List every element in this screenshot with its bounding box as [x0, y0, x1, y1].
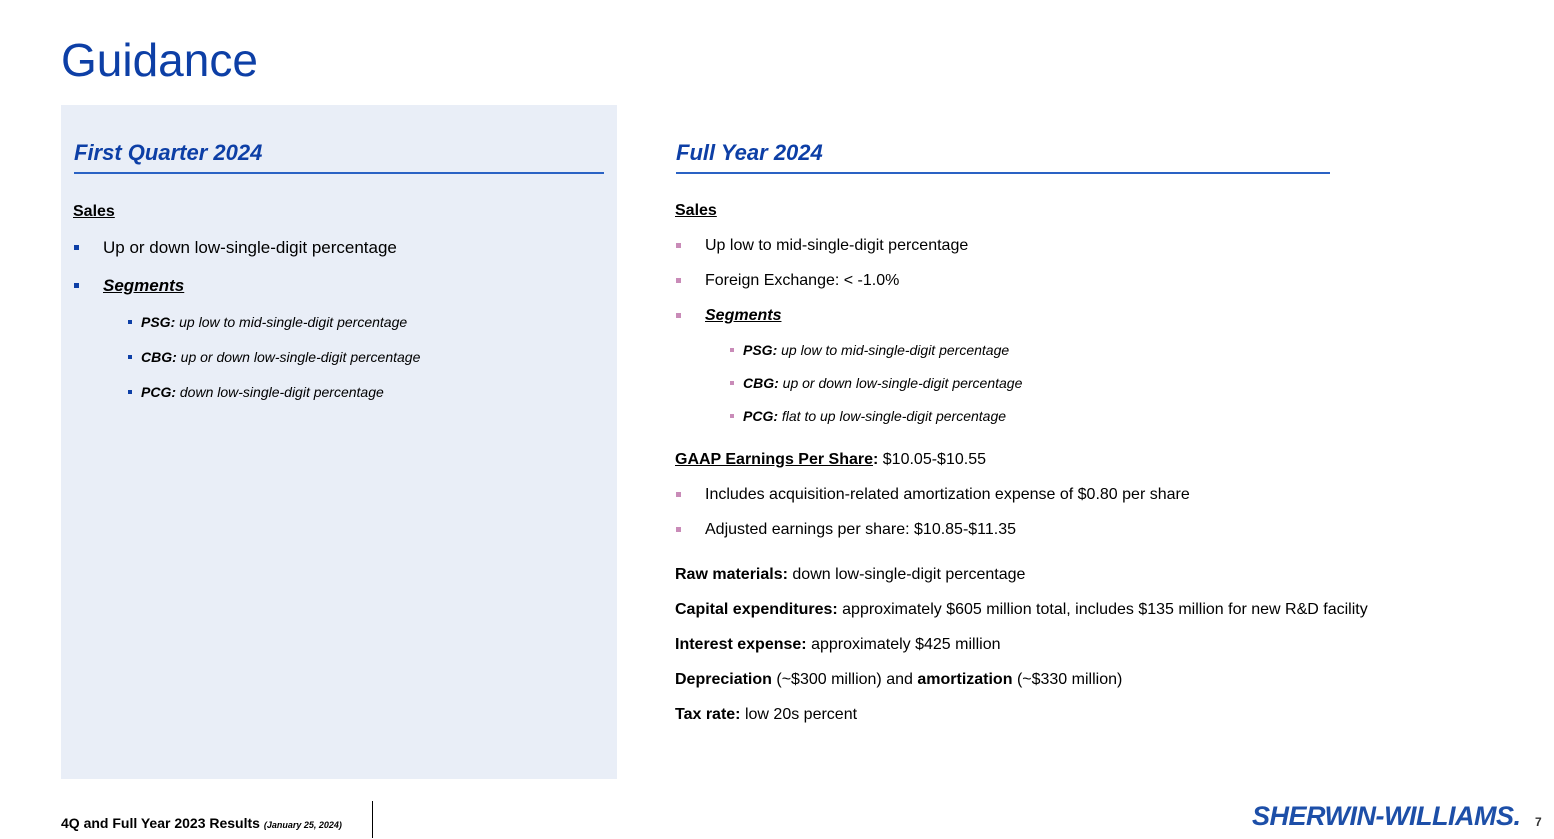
q1-segment-cbg: CBG: up or down low-single-digit percentage [141, 349, 421, 365]
sub-bullet-icon [128, 320, 132, 324]
page-number: 7 [1535, 815, 1542, 829]
sub-bullet-icon [730, 381, 734, 385]
fy-eps-bullet-amort: Includes acquisition-related amortization expense of $0.80 per share [705, 486, 1190, 503]
fy-fx-bullet: Foreign Exchange: < -1.0% [705, 272, 900, 289]
q1-sales-bullet: Up or down low-single-digit percentage [103, 238, 397, 257]
q1-segments-label: Segments [103, 276, 185, 295]
fy-eps-bullet-adjusted: Adjusted earnings per share: $10.85-$11.35 [705, 521, 1017, 538]
q1-heading: First Quarter 2024 [74, 140, 263, 165]
fy-segments-label: Segments [705, 307, 782, 324]
q1-segment-pcg: PCG: down low-single-digit percentage [141, 384, 384, 400]
q1-heading-rule [74, 172, 604, 174]
sherwin-williams-logo: SHERWIN-WILLIAMS. [1252, 801, 1521, 831]
fy-interest: Interest expense: approximately $425 million [675, 636, 1001, 653]
sub-bullet-icon [128, 390, 132, 394]
sub-bullet-icon [730, 414, 734, 418]
bullet-icon [676, 492, 681, 497]
fy-heading-rule [676, 172, 1330, 174]
q1-sales-label: Sales [73, 203, 115, 220]
footer-divider [372, 801, 373, 838]
fy-tax-rate: Tax rate: low 20s percent [675, 706, 858, 723]
bullet-icon [676, 278, 681, 283]
fy-segment-cbg: CBG: up or down low-single-digit percentage [743, 375, 1023, 391]
q1-panel [61, 105, 617, 779]
bullet-icon [676, 243, 681, 248]
sub-bullet-icon [730, 348, 734, 352]
bullet-icon [676, 527, 681, 532]
q1-segment-psg: PSG: up low to mid-single-digit percentage [141, 314, 408, 330]
bullet-icon [74, 245, 79, 250]
footer-text: 4Q and Full Year 2023 Results (January 25, 2024) [61, 815, 342, 831]
fy-dep-amort: Depreciation (~$300 million) and amortization (~$330 million) [675, 671, 1123, 688]
fy-segment-pcg: PCG: flat to up low-single-digit percentage [743, 408, 1007, 424]
fy-raw-materials: Raw materials: down low-single-digit percentage [675, 566, 1026, 583]
bullet-icon [676, 313, 681, 318]
fy-sales-bullet: Up low to mid-single-digit percentage [705, 237, 969, 254]
fy-heading: Full Year 2024 [676, 140, 823, 165]
page-title: Guidance [61, 34, 258, 86]
fy-eps-line: GAAP Earnings Per Share: $10.05-$10.55 [675, 451, 986, 468]
fy-capex: Capital expenditures: approximately $605 million total, includes $135 million for new R&D facility [675, 601, 1368, 618]
sub-bullet-icon [128, 355, 132, 359]
fy-sales-label: Sales [675, 202, 717, 219]
bullet-icon [74, 283, 79, 288]
fy-segment-psg: PSG: up low to mid-single-digit percentage [743, 342, 1010, 358]
